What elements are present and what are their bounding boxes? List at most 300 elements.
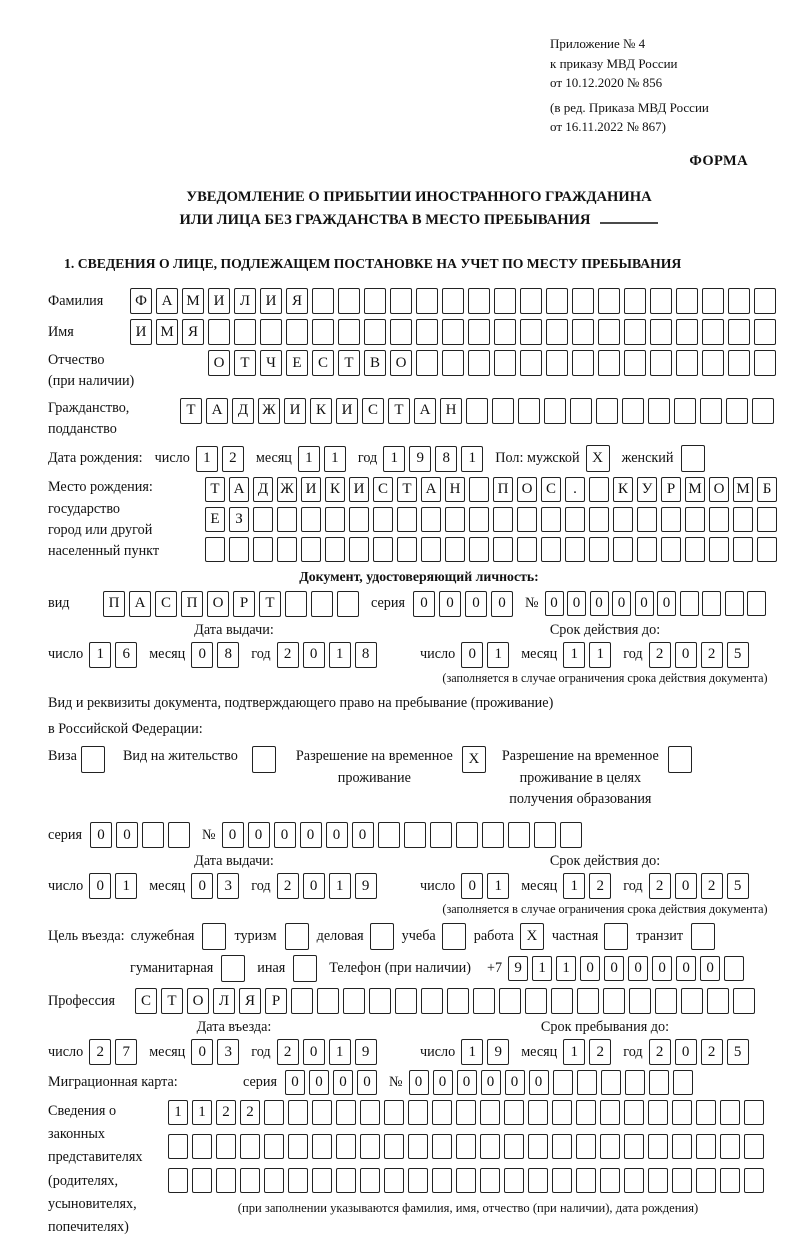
char-cell[interactable] <box>504 1168 524 1193</box>
char-cell[interactable] <box>702 591 721 616</box>
char-cell[interactable]: 0 <box>90 822 112 848</box>
char-cell[interactable] <box>445 537 465 562</box>
char-cell[interactable]: 0 <box>274 822 296 848</box>
char-cell[interactable] <box>468 288 490 314</box>
char-cell[interactable] <box>648 1168 668 1193</box>
char-cell[interactable] <box>168 1134 188 1159</box>
char-cell[interactable] <box>508 822 530 848</box>
char-cell[interactable] <box>252 746 276 773</box>
char-cell[interactable] <box>492 398 514 424</box>
char-cell[interactable]: 0 <box>529 1070 549 1095</box>
char-cell[interactable]: 0 <box>191 642 213 668</box>
char-cell[interactable]: Т <box>397 477 417 502</box>
char-cell[interactable]: 2 <box>701 873 723 899</box>
char-cell[interactable] <box>312 1168 332 1193</box>
char-cell[interactable] <box>625 1070 645 1095</box>
char-cell[interactable] <box>552 1168 572 1193</box>
char-cell[interactable] <box>493 507 513 532</box>
char-cell[interactable]: П <box>493 477 513 502</box>
char-cell[interactable] <box>445 507 465 532</box>
char-cell[interactable] <box>696 1100 716 1125</box>
char-cell[interactable] <box>504 1134 524 1159</box>
char-cell[interactable]: 1 <box>329 642 351 668</box>
char-cell[interactable]: С <box>362 398 384 424</box>
char-cell[interactable] <box>494 288 516 314</box>
char-cell[interactable] <box>364 319 386 345</box>
phone-input[interactable] <box>508 956 748 981</box>
char-cell[interactable] <box>676 350 698 376</box>
char-cell[interactable]: 0 <box>612 591 631 616</box>
char-cell[interactable]: Ж <box>258 398 280 424</box>
char-cell[interactable] <box>565 507 585 532</box>
char-cell[interactable] <box>624 1168 644 1193</box>
char-cell[interactable]: 1 <box>298 446 320 472</box>
char-cell[interactable]: О <box>709 477 729 502</box>
char-cell[interactable] <box>494 319 516 345</box>
char-cell[interactable]: С <box>135 988 157 1014</box>
char-cell[interactable] <box>312 319 334 345</box>
char-cell[interactable] <box>577 1070 597 1095</box>
char-cell[interactable] <box>369 988 391 1014</box>
char-cell[interactable] <box>456 822 478 848</box>
char-cell[interactable] <box>604 923 628 950</box>
entry-year-input[interactable] <box>277 1039 381 1065</box>
char-cell[interactable]: Е <box>286 350 308 376</box>
char-cell[interactable]: С <box>541 477 561 502</box>
char-cell[interactable] <box>744 1100 764 1125</box>
char-cell[interactable] <box>517 507 537 532</box>
char-cell[interactable]: 2 <box>277 642 299 668</box>
char-cell[interactable]: Н <box>445 477 465 502</box>
char-cell[interactable]: Т <box>161 988 183 1014</box>
char-cell[interactable] <box>384 1134 404 1159</box>
char-cell[interactable]: 9 <box>508 956 528 981</box>
char-cell[interactable]: Р <box>265 988 287 1014</box>
char-cell[interactable]: М <box>182 288 204 314</box>
char-cell[interactable] <box>672 1168 692 1193</box>
char-cell[interactable]: Л <box>234 288 256 314</box>
char-cell[interactable]: Я <box>239 988 261 1014</box>
migration-number-input[interactable] <box>409 1070 697 1095</box>
purpose-transit-checkbox[interactable] <box>691 923 715 950</box>
migration-series-input[interactable] <box>285 1070 381 1095</box>
char-cell[interactable] <box>624 1134 644 1159</box>
char-cell[interactable] <box>325 507 345 532</box>
char-cell[interactable]: Н <box>440 398 462 424</box>
char-cell[interactable]: К <box>613 477 633 502</box>
char-cell[interactable] <box>520 350 542 376</box>
char-cell[interactable] <box>499 988 521 1014</box>
stay-year-input[interactable] <box>649 1039 753 1065</box>
char-cell[interactable] <box>337 591 359 617</box>
char-cell[interactable]: П <box>103 591 125 617</box>
char-cell[interactable]: 0 <box>303 642 325 668</box>
char-cell[interactable]: О <box>207 591 229 617</box>
char-cell[interactable]: У <box>637 477 657 502</box>
char-cell[interactable] <box>707 988 729 1014</box>
representatives-row3-input[interactable] <box>168 1168 768 1193</box>
char-cell[interactable]: 0 <box>300 822 322 848</box>
purpose-private-checkbox[interactable] <box>604 923 628 950</box>
char-cell[interactable] <box>430 822 452 848</box>
char-cell[interactable] <box>384 1100 404 1125</box>
char-cell[interactable]: 0 <box>675 873 697 899</box>
char-cell[interactable] <box>576 1168 596 1193</box>
char-cell[interactable]: 0 <box>505 1070 525 1095</box>
char-cell[interactable] <box>493 537 513 562</box>
citizenship-input[interactable] <box>180 398 778 424</box>
char-cell[interactable]: М <box>733 477 753 502</box>
id-expiry-day-input[interactable] <box>461 642 513 668</box>
char-cell[interactable] <box>752 398 774 424</box>
char-cell[interactable] <box>733 537 753 562</box>
char-cell[interactable] <box>589 507 609 532</box>
char-cell[interactable] <box>629 988 651 1014</box>
given-name-input[interactable] <box>130 319 780 345</box>
char-cell[interactable]: 1 <box>168 1100 188 1125</box>
char-cell[interactable] <box>456 1100 476 1125</box>
char-cell[interactable]: 2 <box>589 873 611 899</box>
patronymic-input[interactable] <box>208 350 780 376</box>
char-cell[interactable] <box>205 537 225 562</box>
sex-female-checkbox[interactable] <box>681 445 705 472</box>
char-cell[interactable] <box>468 350 490 376</box>
char-cell[interactable] <box>240 1134 260 1159</box>
char-cell[interactable]: 1 <box>324 446 346 472</box>
char-cell[interactable]: Ж <box>277 477 297 502</box>
residence-issue-month-input[interactable] <box>191 873 243 899</box>
char-cell[interactable] <box>520 319 542 345</box>
char-cell[interactable] <box>408 1100 428 1125</box>
char-cell[interactable] <box>613 537 633 562</box>
char-cell[interactable] <box>456 1168 476 1193</box>
char-cell[interactable]: . <box>565 477 585 502</box>
char-cell[interactable]: И <box>349 477 369 502</box>
char-cell[interactable] <box>720 1168 740 1193</box>
char-cell[interactable] <box>364 288 386 314</box>
char-cell[interactable] <box>432 1134 452 1159</box>
char-cell[interactable] <box>482 822 504 848</box>
char-cell[interactable]: 0 <box>628 956 648 981</box>
entry-day-input[interactable] <box>89 1039 141 1065</box>
char-cell[interactable] <box>603 988 625 1014</box>
char-cell[interactable] <box>637 507 657 532</box>
char-cell[interactable] <box>81 746 105 773</box>
char-cell[interactable] <box>757 507 777 532</box>
char-cell[interactable] <box>208 319 230 345</box>
char-cell[interactable]: О <box>390 350 412 376</box>
representatives-row2-input[interactable] <box>168 1134 768 1159</box>
char-cell[interactable]: И <box>336 398 358 424</box>
char-cell[interactable]: Д <box>253 477 273 502</box>
char-cell[interactable]: 0 <box>222 822 244 848</box>
char-cell[interactable] <box>754 350 776 376</box>
birth-year-input[interactable] <box>383 446 487 472</box>
char-cell[interactable] <box>168 1168 188 1193</box>
char-cell[interactable]: 9 <box>487 1039 509 1065</box>
char-cell[interactable]: 2 <box>589 1039 611 1065</box>
char-cell[interactable] <box>312 288 334 314</box>
char-cell[interactable] <box>702 288 724 314</box>
char-cell[interactable]: 0 <box>439 591 461 617</box>
char-cell[interactable] <box>442 319 464 345</box>
char-cell[interactable] <box>520 288 542 314</box>
char-cell[interactable]: Ф <box>130 288 152 314</box>
char-cell[interactable]: Я <box>182 319 204 345</box>
char-cell[interactable]: 0 <box>604 956 624 981</box>
char-cell[interactable]: Б <box>757 477 777 502</box>
char-cell[interactable]: 0 <box>465 591 487 617</box>
purpose-official-checkbox[interactable] <box>202 923 226 950</box>
char-cell[interactable]: 5 <box>727 1039 749 1065</box>
char-cell[interactable] <box>552 1100 572 1125</box>
char-cell[interactable] <box>336 1168 356 1193</box>
char-cell[interactable] <box>600 1134 620 1159</box>
residence-permit-checkbox[interactable] <box>252 746 276 773</box>
char-cell[interactable]: 0 <box>433 1070 453 1095</box>
char-cell[interactable] <box>733 507 753 532</box>
char-cell[interactable] <box>648 1134 668 1159</box>
char-cell[interactable]: А <box>421 477 441 502</box>
char-cell[interactable]: И <box>284 398 306 424</box>
char-cell[interactable] <box>650 350 672 376</box>
char-cell[interactable]: 0 <box>191 873 213 899</box>
char-cell[interactable] <box>553 1070 573 1095</box>
char-cell[interactable]: П <box>181 591 203 617</box>
char-cell[interactable] <box>589 477 609 502</box>
id-series-input[interactable] <box>413 591 517 617</box>
char-cell[interactable]: 2 <box>701 642 723 668</box>
char-cell[interactable] <box>744 1134 764 1159</box>
sex-male-checkbox[interactable] <box>586 445 610 472</box>
stay-month-input[interactable] <box>563 1039 615 1065</box>
profession-input[interactable] <box>135 988 759 1014</box>
char-cell[interactable] <box>572 288 594 314</box>
char-cell[interactable]: 0 <box>248 822 270 848</box>
char-cell[interactable]: 1 <box>115 873 137 899</box>
char-cell[interactable] <box>672 1100 692 1125</box>
char-cell[interactable] <box>754 319 776 345</box>
char-cell[interactable] <box>728 319 750 345</box>
char-cell[interactable] <box>480 1168 500 1193</box>
char-cell[interactable] <box>416 319 438 345</box>
visa-checkbox[interactable] <box>81 746 105 773</box>
char-cell[interactable]: И <box>130 319 152 345</box>
id-expiry-month-input[interactable] <box>563 642 615 668</box>
char-cell[interactable]: С <box>155 591 177 617</box>
char-cell[interactable] <box>551 988 573 1014</box>
char-cell[interactable]: 0 <box>309 1070 329 1095</box>
char-cell[interactable] <box>576 1100 596 1125</box>
temp-residence-checkbox[interactable] <box>462 746 486 773</box>
char-cell[interactable] <box>285 591 307 617</box>
char-cell[interactable] <box>546 350 568 376</box>
char-cell[interactable] <box>469 537 489 562</box>
char-cell[interactable]: В <box>364 350 386 376</box>
birth-place-row1-input[interactable] <box>205 477 781 502</box>
char-cell[interactable] <box>360 1168 380 1193</box>
char-cell[interactable]: 8 <box>217 642 239 668</box>
char-cell[interactable]: 1 <box>563 642 585 668</box>
char-cell[interactable]: А <box>414 398 436 424</box>
char-cell[interactable] <box>349 537 369 562</box>
purpose-other-checkbox[interactable] <box>293 955 317 982</box>
char-cell[interactable] <box>408 1134 428 1159</box>
char-cell[interactable]: 1 <box>532 956 552 981</box>
char-cell[interactable] <box>565 537 585 562</box>
char-cell[interactable] <box>293 955 317 982</box>
char-cell[interactable] <box>301 507 321 532</box>
char-cell[interactable] <box>325 537 345 562</box>
char-cell[interactable] <box>291 988 313 1014</box>
char-cell[interactable]: 3 <box>217 873 239 899</box>
char-cell[interactable] <box>480 1134 500 1159</box>
id-number-input[interactable] <box>545 591 770 616</box>
residence-expiry-month-input[interactable] <box>563 873 615 899</box>
purpose-study-checkbox[interactable] <box>442 923 466 950</box>
char-cell[interactable] <box>650 288 672 314</box>
residence-issue-year-input[interactable] <box>277 873 381 899</box>
char-cell[interactable]: Л <box>213 988 235 1014</box>
char-cell[interactable] <box>702 350 724 376</box>
char-cell[interactable] <box>596 398 618 424</box>
char-cell[interactable]: 0 <box>89 873 111 899</box>
char-cell[interactable]: 0 <box>326 822 348 848</box>
char-cell[interactable]: 1 <box>329 1039 351 1065</box>
char-cell[interactable] <box>700 398 722 424</box>
char-cell[interactable]: 2 <box>222 446 244 472</box>
char-cell[interactable]: 0 <box>590 591 609 616</box>
char-cell[interactable]: И <box>208 288 230 314</box>
purpose-humanitarian-checkbox[interactable] <box>221 955 245 982</box>
char-cell[interactable]: 0 <box>491 591 513 617</box>
char-cell[interactable] <box>390 288 412 314</box>
char-cell[interactable] <box>661 537 681 562</box>
char-cell[interactable] <box>408 1168 428 1193</box>
residence-series-input[interactable] <box>90 822 194 848</box>
temp-residence-education-checkbox[interactable] <box>668 746 692 773</box>
char-cell[interactable] <box>681 988 703 1014</box>
char-cell[interactable] <box>277 507 297 532</box>
char-cell[interactable] <box>234 319 256 345</box>
residence-expiry-day-input[interactable] <box>461 873 513 899</box>
char-cell[interactable] <box>336 1100 356 1125</box>
birth-place-row3-input[interactable] <box>205 537 781 562</box>
char-cell[interactable] <box>624 1100 644 1125</box>
char-cell[interactable]: 2 <box>277 1039 299 1065</box>
char-cell[interactable] <box>637 537 657 562</box>
char-cell[interactable]: О <box>187 988 209 1014</box>
char-cell[interactable] <box>192 1168 212 1193</box>
char-cell[interactable]: X <box>462 746 486 773</box>
char-cell[interactable]: О <box>517 477 537 502</box>
char-cell[interactable]: 0 <box>461 873 483 899</box>
char-cell[interactable] <box>343 988 365 1014</box>
char-cell[interactable] <box>216 1168 236 1193</box>
char-cell[interactable] <box>570 398 592 424</box>
birth-place-row2-input[interactable] <box>205 507 781 532</box>
char-cell[interactable]: 1 <box>487 873 509 899</box>
char-cell[interactable] <box>397 507 417 532</box>
char-cell[interactable] <box>517 537 537 562</box>
char-cell[interactable]: Т <box>205 477 225 502</box>
char-cell[interactable]: 2 <box>216 1100 236 1125</box>
char-cell[interactable] <box>442 350 464 376</box>
char-cell[interactable] <box>312 1134 332 1159</box>
char-cell[interactable] <box>264 1100 284 1125</box>
char-cell[interactable] <box>598 350 620 376</box>
char-cell[interactable] <box>373 537 393 562</box>
char-cell[interactable] <box>378 822 400 848</box>
char-cell[interactable] <box>397 537 417 562</box>
char-cell[interactable] <box>301 537 321 562</box>
char-cell[interactable]: 1 <box>487 642 509 668</box>
char-cell[interactable] <box>541 537 561 562</box>
char-cell[interactable]: Р <box>661 477 681 502</box>
char-cell[interactable] <box>696 1168 716 1193</box>
char-cell[interactable]: Т <box>234 350 256 376</box>
char-cell[interactable]: 1 <box>589 642 611 668</box>
char-cell[interactable] <box>613 507 633 532</box>
char-cell[interactable] <box>264 1134 284 1159</box>
char-cell[interactable] <box>728 288 750 314</box>
char-cell[interactable]: 2 <box>649 642 671 668</box>
char-cell[interactable] <box>709 537 729 562</box>
char-cell[interactable] <box>468 319 490 345</box>
char-cell[interactable] <box>421 988 443 1014</box>
surname-input[interactable] <box>130 288 780 314</box>
char-cell[interactable] <box>240 1168 260 1193</box>
char-cell[interactable] <box>577 988 599 1014</box>
char-cell[interactable]: 1 <box>556 956 576 981</box>
char-cell[interactable] <box>757 537 777 562</box>
char-cell[interactable] <box>560 822 582 848</box>
residence-expiry-year-input[interactable] <box>649 873 753 899</box>
char-cell[interactable]: 0 <box>285 1070 305 1095</box>
char-cell[interactable] <box>598 319 620 345</box>
char-cell[interactable]: 0 <box>457 1070 477 1095</box>
char-cell[interactable]: М <box>685 477 705 502</box>
char-cell[interactable] <box>544 398 566 424</box>
char-cell[interactable]: 9 <box>409 446 431 472</box>
char-cell[interactable]: 7 <box>115 1039 137 1065</box>
char-cell[interactable]: Е <box>205 507 225 532</box>
char-cell[interactable]: А <box>229 477 249 502</box>
char-cell[interactable]: 0 <box>652 956 672 981</box>
char-cell[interactable]: 2 <box>701 1039 723 1065</box>
char-cell[interactable]: X <box>520 923 544 950</box>
char-cell[interactable] <box>661 507 681 532</box>
char-cell[interactable]: X <box>586 445 610 472</box>
char-cell[interactable] <box>338 319 360 345</box>
birth-month-input[interactable] <box>298 446 350 472</box>
char-cell[interactable] <box>168 822 190 848</box>
char-cell[interactable] <box>648 1100 668 1125</box>
char-cell[interactable] <box>724 956 744 981</box>
char-cell[interactable] <box>229 537 249 562</box>
char-cell[interactable]: 0 <box>409 1070 429 1095</box>
char-cell[interactable] <box>672 1134 692 1159</box>
char-cell[interactable]: 1 <box>89 642 111 668</box>
char-cell[interactable] <box>528 1134 548 1159</box>
char-cell[interactable] <box>685 507 705 532</box>
representatives-row1-input[interactable] <box>168 1100 768 1125</box>
char-cell[interactable]: 1 <box>563 1039 585 1065</box>
id-issue-day-input[interactable] <box>89 642 141 668</box>
char-cell[interactable] <box>655 988 677 1014</box>
char-cell[interactable] <box>720 1100 740 1125</box>
char-cell[interactable] <box>142 822 164 848</box>
